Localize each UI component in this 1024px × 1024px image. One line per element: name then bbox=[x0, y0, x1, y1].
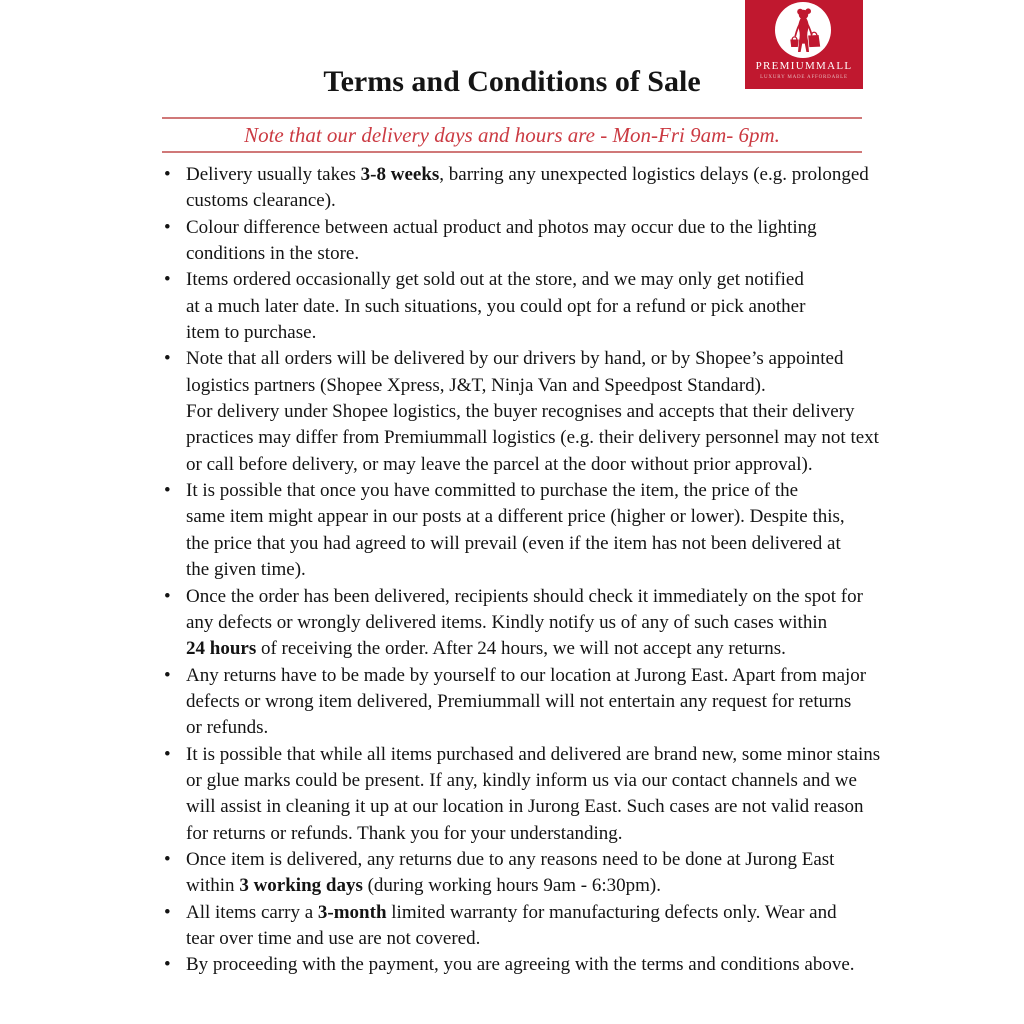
term-text: Note that all orders will be delivered by our drivers by hand, or by Shopee’s appointed logistics partners (Shopee Xpress, J&T, Ninja Van and Speedpost Standard). For delivery under Shopee logistics, the buyer recognises and accepts that their delivery practices may differ from Premiummall logistics (e.g. their delivery personnel may not text or call before delivery, or may leave the parcel at the door without prior approval). bbox=[186, 348, 879, 475]
bullet-marker: • bbox=[164, 348, 171, 370]
bullet-marker: • bbox=[164, 216, 171, 238]
bullet-marker: • bbox=[164, 954, 171, 976]
term-text: Items ordered occasionally get sold out at the store, and we may only get notified at a much later date. In such situations, you could opt for a refund or pick another item to purchase. bbox=[186, 269, 806, 344]
term-item bbox=[162, 847, 942, 900]
term-item bbox=[162, 663, 942, 742]
bullet-marker: • bbox=[164, 901, 171, 923]
term-item bbox=[162, 267, 942, 346]
term-item bbox=[162, 900, 942, 953]
delivery-notice: Note that our delivery days and hours are - Mon-Fri 9am- 6pm. bbox=[244, 123, 780, 147]
page-title: Terms and Conditions of Sale bbox=[323, 65, 701, 98]
term-text: Any returns have to be made by yourself to our location at Jurong East. Apart from major defects or wrong item delivered, Premiummall will not entertain any request for returns or refunds. bbox=[186, 664, 867, 739]
term-item bbox=[162, 162, 942, 215]
term-text: Delivery usually takes 3-8 weeks, barring any unexpected logistics delays (e.g. prolonged customs clearance). bbox=[186, 164, 869, 212]
term-text: It is possible that while all items purchased and delivered are brand new, some minor stains or glue marks could be present. If any, kindly inform us via our contact channels and we will assist in cleaning it up at our location in Jurong East. Such cases are not valid reason for returns or refunds. Thank you for your understanding. bbox=[186, 743, 881, 844]
notice-bottom-rule bbox=[162, 151, 862, 153]
bullet-marker: • bbox=[164, 848, 171, 870]
bullet-marker: • bbox=[164, 664, 171, 686]
notice-top-rule bbox=[162, 117, 862, 119]
term-item bbox=[162, 742, 942, 847]
bullet-marker: • bbox=[164, 269, 171, 291]
term-text: Colour difference between actual product and photos may occur due to the lighting conditions in the store. bbox=[186, 216, 817, 265]
logo-brand-name: PREMIUMMALL bbox=[755, 60, 853, 72]
term-item bbox=[162, 952, 942, 978]
term-text: All items carry a 3-month limited warranty for manufacturing defects only. Wear and tear over time and use are not covered. bbox=[186, 901, 837, 949]
terms-list bbox=[162, 162, 942, 979]
bullet-marker: • bbox=[164, 480, 171, 502]
term-text: Once item is delivered, any returns due to any reasons need to be done at Jurong East within 3 working days (during working hours 9am - 6:30pm). bbox=[186, 848, 835, 897]
term-item bbox=[162, 478, 942, 583]
bullet-marker: • bbox=[164, 585, 171, 607]
term-item bbox=[162, 215, 942, 268]
term-item bbox=[162, 584, 942, 663]
bullet-marker: • bbox=[164, 164, 171, 185]
bullet-marker: • bbox=[164, 743, 171, 765]
term-item bbox=[162, 346, 942, 478]
logo-tagline: LUXURY MADE AFFORDABLE bbox=[760, 75, 848, 80]
term-text: By proceeding with the payment, you are agreeing with the terms and conditions above. bbox=[186, 954, 855, 976]
term-text: It is possible that once you have committed to purchase the item, the price of the same item might appear in our posts at a different price (higher or lower). Despite this, the price that you had agreed to will prevail (even if the item has not been delivered at the given time). bbox=[186, 480, 845, 581]
term-text: Once the order has been delivered, recipients should check it immediately on the spot for any defects or wrongly delivered items. Kindly notify us of any of such cases within 24 hours of receiving the order. After 24 hours, we will not accept any returns. bbox=[186, 585, 863, 660]
